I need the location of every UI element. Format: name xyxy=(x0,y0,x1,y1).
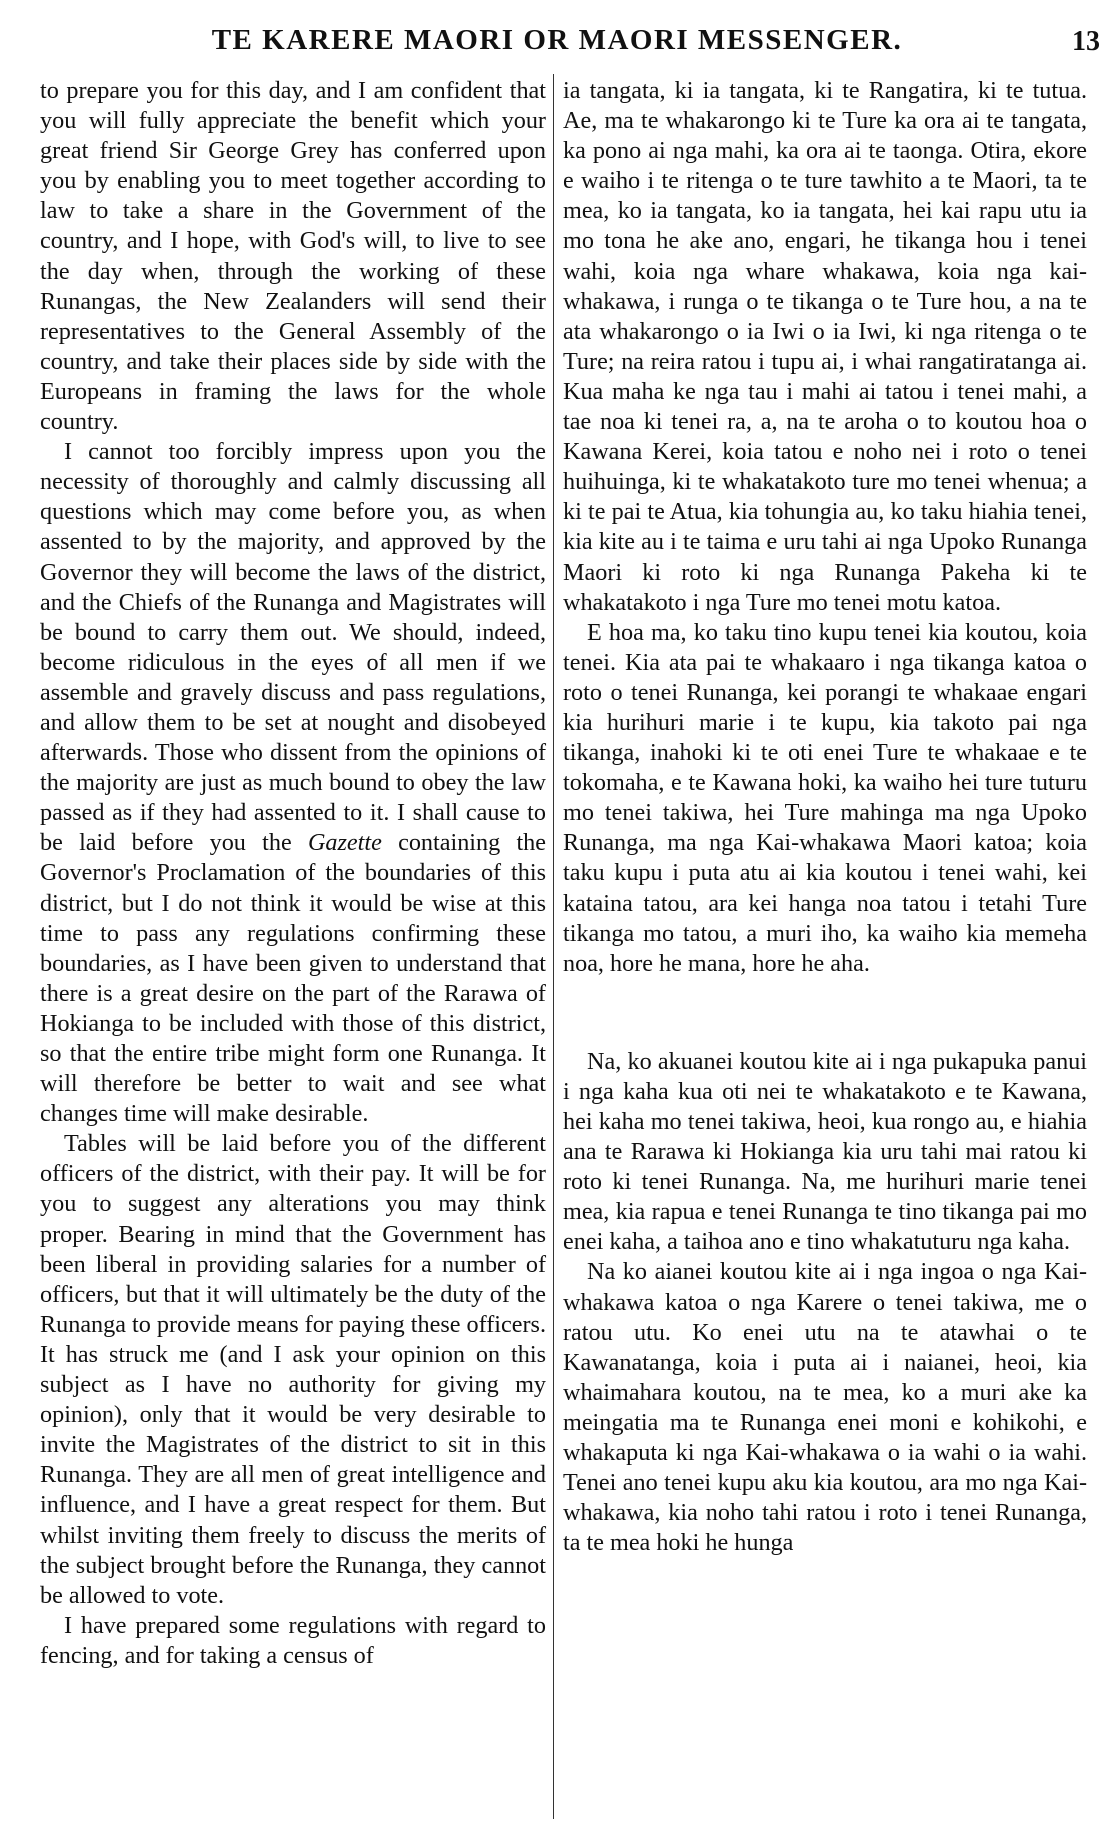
page-header xyxy=(0,24,1114,64)
maori-paragraph-1: ia tangata, ki ia tangata, ki te Rangatira, ki te tutua. Ae, ma te whakarongo ki te Ture ka ora ai te tangata, ka pono ai nga mahi, ka ora ai te taonga. Otira, ekore e waiho i te ritenga o te ture tawhito a te Maori, ta te mea, ko ia tangata, ko ia tangata, hei kai rapu utu ia mo tona he ake ano, engari, he tikanga hou i tenei wahi, koia nga whare whakawa, koia nga kai-whakawa, i runga o te tikanga o te Ture hou, a na te ata whakarongo o ia Iwi o ia Iwi, ki nga ritenga o te Ture; na reira ratou i tupu ai, i whai rangatiratanga ai. Kua maha ke nga tau i mahi ai tatou i tenei mahi, a tae noa ki tenei ra, a, na te aroha o to koutou hoa o Kawana Kerei, koia tatou e noho nei i roto o tenei huihuinga, ki te whakatakoto ture mo tenei whenua; a ki te pai te Atua, kia tohungia au, ko taku hiahia tenei, kia kite au i te taima e uru tahi ai nga Upoko Runanga Maori ki roto ki nga Runanga Pakeha ki te whakatakoto i nga Ture mo tenei motu katoa. xyxy=(563,77,1087,616)
english-paragraph-1: to prepare you for this day, and I am confident that you will fully appreciate the benefit which your great friend Sir George Grey has conferred upon you by enabling you to meet together according to law to take a share in the Government of the country, and I hope, with God's will, to live to see the day when, through the working of these Runangas, the New Zealanders will send their representatives to the General Assembly of the country, and take their places side by side with the Europeans in framing the laws for the whole country. xyxy=(40,77,546,436)
english-column xyxy=(40,76,546,1671)
maori-paragraph-4: Na ko aianei koutou kite ai i nga ingoa o nga Kai-whakawa katoa o nga Karere o tenei takiwa, me o ratou utu. Ko enei utu na te atawhai o te Kawanatanga, koia i puta ai i naianei, heoi, kia whaimahara koutou, na te mea, ko a muri ake ka meingatia ma te Runanga enei moni e kohikohi, e whakaputa ki nga Kai-whakawa o ia wahi o ia wahi. Tenei ano tenei kupu aku kia koutou, ara mo nga Kai-whakawa, kia noho tahi ratou i roto i tenei Runanga, ta te mea hoki he hunga xyxy=(563,1258,1087,1557)
masthead-title: TE KARERE MAORI OR MAORI MESSENGER. xyxy=(211,24,903,56)
english-paragraph-4: I have prepared some regulations with regard to fencing, and for taking a census of xyxy=(40,1611,546,1669)
english-paragraph-2 xyxy=(40,437,546,1129)
english-paragraph-2-part-2: containing the Governor's Proclamation of the boundaries of this district, but I do not think it would be wise at this time to pass any regulations confirming these boundaries, as I have been given to understand that there is a great desire on the part of the Rarawa of Hokianga to be included with those of this district, so that the entire tribe might form one Runanga. It will therefore be better to wait and see what changes time will make desirable. xyxy=(40,829,546,1128)
maori-paragraph-2: E hoa ma, ko taku tino kupu tenei kia koutou, koia tenei. Kia ata pai te whakaaro i nga tikanga katoa o roto o tenei Runanga, kei porangi te whakaae engari kia hurihuri marie i te kupu, kia takoto pai nga tikanga, inahoki ki te oti enei Ture te whakaae e te tokomaha, e te Kawana hoki, ka waiho hei ture tuturu mo tenei takiwa, hei Ture mahinga ma nga Upoko Runanga, ma nga Kai-whakawa Maori katoa; koia taku kupu i puta atu ai kia koutou i tenei wahi, kei kataina tatou, ara kei hanga noa tatou i tetahi Ture tikanga mo tatou, a muri iho, ka waiho kia memeha noa, hore he mana, hore he aha. xyxy=(563,618,1087,977)
column-divider xyxy=(553,74,554,1819)
maori-paragraph-3: Na, ko akuanei koutou kite ai i nga pukapuka panui i nga kaha kua oti nei te whakatakoto e te Kawana, hei kaha mo tenei takiwa, heoi, kua rongo au, e hiahia ana te Rarawa ki Hokianga kia uru tahi mai ratou ki roto ki tenei Runanga. Na, me hurihuri marie tenei mea, kia rapua e tenei Runanga te tino tikanga pai mo enei kaha, a taihoa ano e tino whakatuturu nga kaha. xyxy=(563,1047,1087,1256)
gazette-title: Gazette xyxy=(307,829,382,857)
page-number: 13 xyxy=(1072,26,1100,57)
maori-column xyxy=(563,76,1087,1558)
english-paragraph-3: Tables will be laid before you of the different officers of the district, with their pay. It will be for you to suggest any alterations you may think proper. Bearing in mind that the Government has been liberal in providing salaries for a number of officers, but that it will ultimately be the duty of the Runanga to provide means for paying these officers. It has struck me (and I ask your opinion on this subject as I have no authority for giving my opinion), only that it would be very desirable to invite the Magistrates of the district to sit in this Runanga. They are all men of great intelligence and influence, and I have a great respect for them. But whilst inviting them freely to discuss the merits of the subject brought before the Runanga, they cannot be allowed to vote. xyxy=(40,1130,547,1609)
english-paragraph-2-part-1: I cannot too forcibly impress upon you the necessity of thoroughly and calmly discussing all questions which may come before you, as when assented to by the majority, and approved by the Governor they will become the laws of the district, and the Chiefs of the Runanga and Magistrates will be bound to carry them out. We should, indeed, become ridiculous in the eyes of all men if we assemble and gravely discuss and pass regulations, and allow them to be set at nought and disobeyed afterwards. Those who dissent from the opinions of the majority are just as much bound to obey the law passed as if they had assented to it. I shall cause to be laid before you the xyxy=(40,438,546,857)
